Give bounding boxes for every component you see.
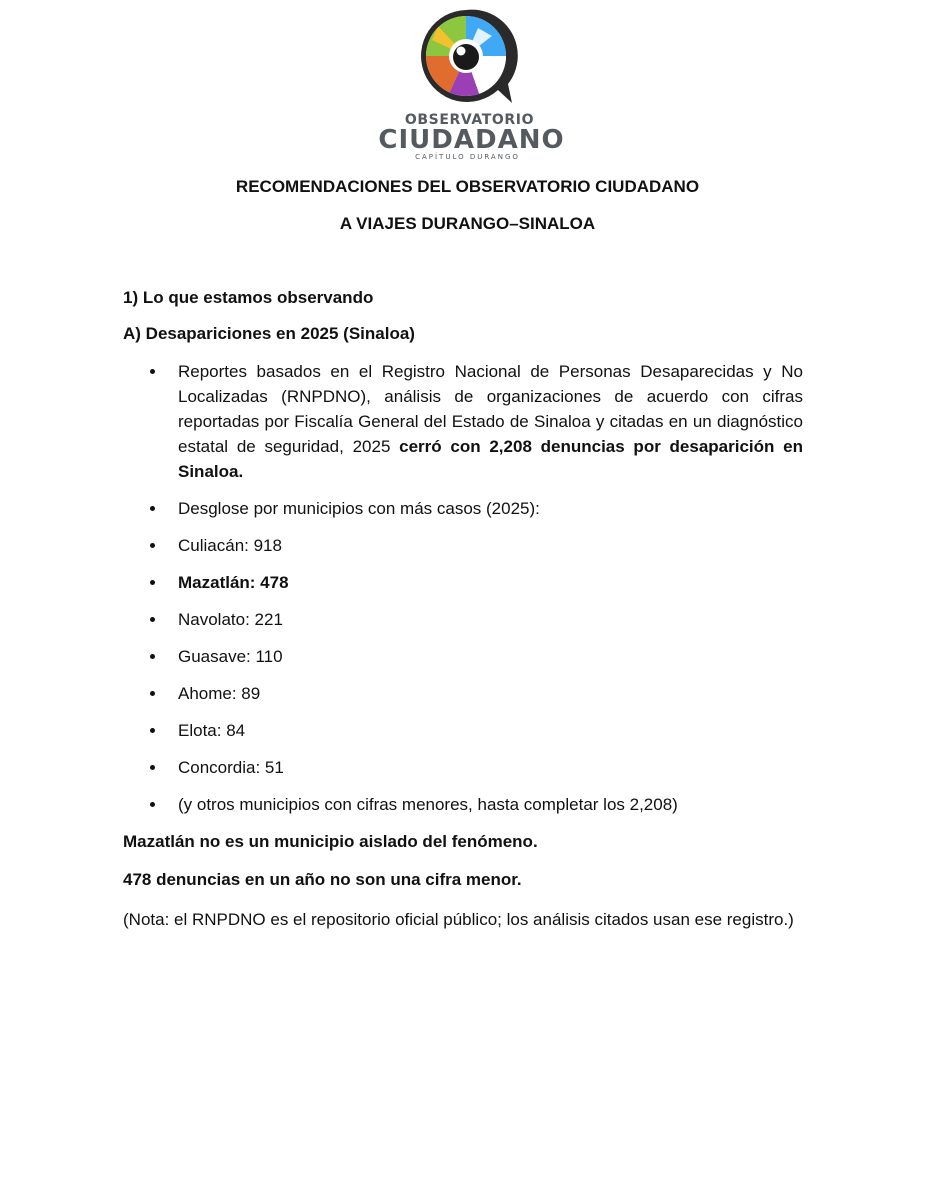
bullet-icon (150, 543, 155, 548)
list-item (123, 533, 803, 558)
municipality-item: Elota: 84 (178, 721, 246, 740)
municipality-item: (y otros municipios con cifras menores, hasta completar los 2,208) (178, 795, 678, 814)
municipality-item: Mazatlán: 478 (178, 573, 289, 592)
bullet-icon (150, 580, 155, 585)
document-body (123, 287, 803, 932)
list-item (123, 607, 803, 632)
list-item (123, 792, 803, 817)
footnote: (Nota: el RNPDNO es el repositorio oficial público; los análisis citados usan ese registro.) (123, 910, 794, 929)
list-item (123, 496, 803, 521)
municipality-item: Concordia: 51 (178, 758, 284, 777)
logo-text-observatorio: OBSERVATORIO (404, 112, 535, 128)
intro-bold-text: cerró con 2,208 denuncias por desaparición en Sinaloa. (178, 437, 803, 481)
logo-text-capitulo: CAPÍTULO DURANGO (415, 153, 520, 161)
breakdown-label: Desglose por municipios con más casos (2025): (178, 499, 540, 518)
closing-statement-1: Mazatlán no es un municipio aislado del fenómeno. (123, 832, 538, 851)
municipality-item: Guasave: 110 (178, 647, 283, 666)
bullet-icon (150, 654, 155, 659)
list-item (123, 570, 803, 595)
list-item (123, 681, 803, 706)
logo-text-ciudadano: CIUDADANO (378, 125, 565, 155)
section-heading: 1) Lo que estamos observando (123, 288, 374, 307)
list-item (123, 755, 803, 780)
list-item (123, 359, 803, 484)
closing-statement-2: 478 denuncias en un año no son una cifra menor. (123, 870, 522, 889)
municipality-item: Navolato: 221 (178, 610, 283, 629)
bullet-icon (150, 506, 155, 511)
bullet-icon (150, 728, 155, 733)
document-title-line-2: A VIAJES DURANGO–SINALOA (339, 214, 596, 233)
observatorio-eye-logo (418, 6, 518, 110)
bullet-icon (150, 369, 155, 374)
bullet-icon (150, 691, 155, 696)
list-item (123, 644, 803, 669)
intro-text: Reportes basados en el Registro Nacional de Personas Desaparecidas y No Localizadas (RNPDNO), análisis de organizaciones de acuerdo con cifras reportadas por Fiscalía General del Estado de Sinaloa y citadas en un diagnóstico estatal de seguridad, 2025 (178, 362, 803, 456)
bullet-list (123, 359, 803, 817)
document-title-line-1: RECOMENDACIONES DEL OBSERVATORIO CIUDADANO (235, 177, 700, 196)
bullet-icon (150, 765, 155, 770)
municipality-item: Culiacán: 918 (178, 536, 282, 555)
list-item (123, 718, 803, 743)
section-subheading: A) Desapariciones en 2025 (Sinaloa) (123, 324, 415, 343)
bullet-icon (150, 617, 155, 622)
municipality-item: Ahome: 89 (178, 684, 261, 703)
logo (0, 6, 935, 161)
bullet-icon (150, 802, 155, 807)
